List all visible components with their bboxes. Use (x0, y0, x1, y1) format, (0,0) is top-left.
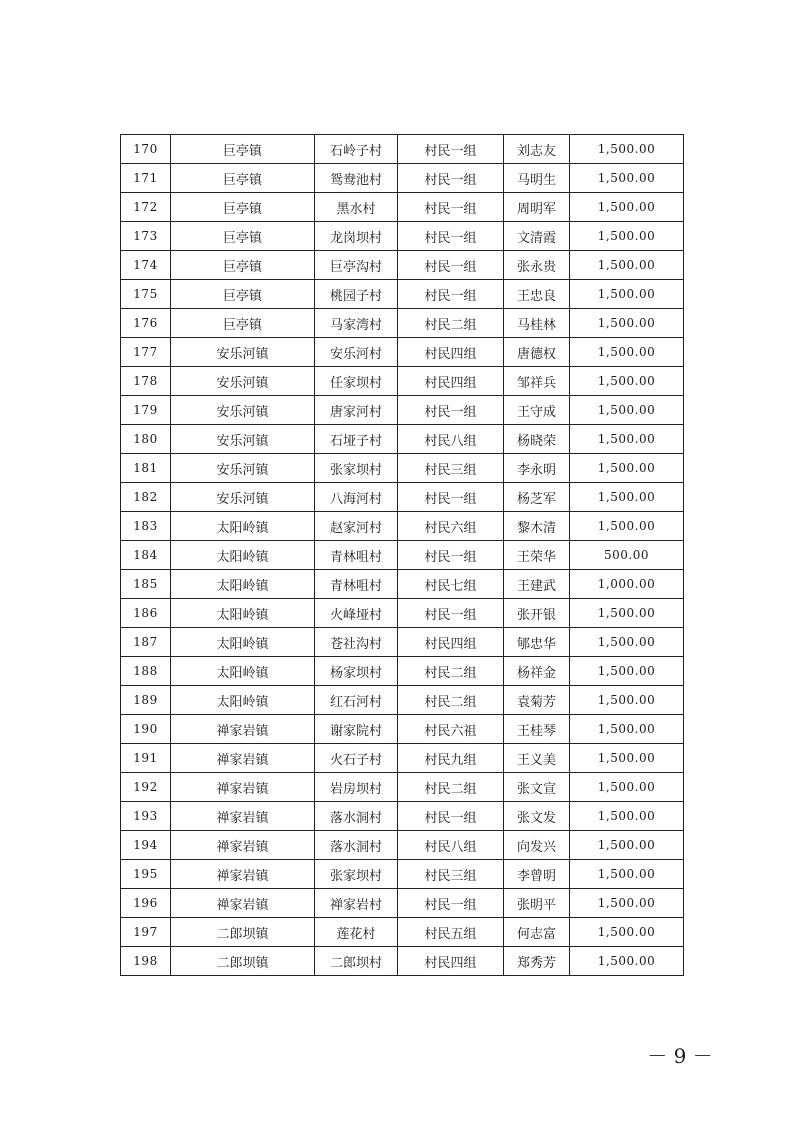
group-cell: 村民八组 (398, 425, 504, 454)
town-cell: 巨亭镇 (171, 164, 315, 193)
person-name-cell: 王义美 (504, 744, 570, 773)
amount-cell: 1,500.00 (570, 367, 684, 396)
town-cell: 禅家岩镇 (171, 773, 315, 802)
group-cell: 村民四组 (398, 338, 504, 367)
village-cell: 黑水村 (315, 193, 398, 222)
group-cell: 村民二组 (398, 309, 504, 338)
person-name-cell: 王荣华 (504, 541, 570, 570)
row-number-cell: 182 (121, 483, 171, 512)
table-row (121, 744, 684, 773)
table-row (121, 657, 684, 686)
town-cell: 巨亭镇 (171, 135, 315, 164)
town-cell: 二郎坝镇 (171, 947, 315, 976)
row-number-cell: 192 (121, 773, 171, 802)
village-cell: 马家湾村 (315, 309, 398, 338)
town-cell: 禅家岩镇 (171, 831, 315, 860)
amount-cell: 1,500.00 (570, 396, 684, 425)
group-cell: 村民七组 (398, 570, 504, 599)
town-cell: 巨亭镇 (171, 251, 315, 280)
group-cell: 村民一组 (398, 222, 504, 251)
village-cell: 八海河村 (315, 483, 398, 512)
town-cell: 禅家岩镇 (171, 889, 315, 918)
person-name-cell: 马桂林 (504, 309, 570, 338)
village-cell: 苍社沟村 (315, 628, 398, 657)
row-number-cell: 185 (121, 570, 171, 599)
group-cell: 村民一组 (398, 483, 504, 512)
table-row (121, 918, 684, 947)
table-row (121, 570, 684, 599)
row-number-cell: 187 (121, 628, 171, 657)
person-name-cell: 杨祥金 (504, 657, 570, 686)
row-number-cell: 175 (121, 280, 171, 309)
amount-cell: 1,500.00 (570, 222, 684, 251)
person-name-cell: 张永贵 (504, 251, 570, 280)
village-cell: 红石河村 (315, 686, 398, 715)
amount-cell: 1,500.00 (570, 454, 684, 483)
row-number-cell: 189 (121, 686, 171, 715)
table-row (121, 628, 684, 657)
person-name-cell: 袁菊芳 (504, 686, 570, 715)
person-name-cell: 王忠良 (504, 280, 570, 309)
row-number-cell: 174 (121, 251, 171, 280)
person-name-cell: 张开银 (504, 599, 570, 628)
table-row (121, 454, 684, 483)
amount-cell: 1,500.00 (570, 251, 684, 280)
person-name-cell: 何志富 (504, 918, 570, 947)
village-cell: 龙岗坝村 (315, 222, 398, 251)
group-cell: 村民一组 (398, 599, 504, 628)
person-name-cell: 马明生 (504, 164, 570, 193)
amount-cell: 1,500.00 (570, 802, 684, 831)
table-row (121, 773, 684, 802)
village-cell: 石垭子村 (315, 425, 398, 454)
row-number-cell: 184 (121, 541, 171, 570)
amount-cell: 1,500.00 (570, 918, 684, 947)
town-cell: 巨亭镇 (171, 309, 315, 338)
town-cell: 安乐河镇 (171, 367, 315, 396)
table-row (121, 135, 684, 164)
amount-cell: 1,500.00 (570, 744, 684, 773)
amount-cell: 1,500.00 (570, 280, 684, 309)
row-number-cell: 170 (121, 135, 171, 164)
amount-cell: 1,500.00 (570, 425, 684, 454)
person-name-cell: 张明平 (504, 889, 570, 918)
village-cell: 二郎坝村 (315, 947, 398, 976)
town-cell: 禅家岩镇 (171, 744, 315, 773)
table-row (121, 425, 684, 454)
group-cell: 村民一组 (398, 251, 504, 280)
roster-body (121, 135, 684, 976)
person-name-cell: 杨芝军 (504, 483, 570, 512)
table-row (121, 280, 684, 309)
group-cell: 村民六组 (398, 512, 504, 541)
table-row (121, 541, 684, 570)
person-name-cell: 周明军 (504, 193, 570, 222)
group-cell: 村民一组 (398, 541, 504, 570)
row-number-cell: 173 (121, 222, 171, 251)
row-number-cell: 198 (121, 947, 171, 976)
village-cell: 桃园子村 (315, 280, 398, 309)
village-cell: 赵家河村 (315, 512, 398, 541)
town-cell: 太阳岭镇 (171, 686, 315, 715)
town-cell: 安乐河镇 (171, 425, 315, 454)
table-row (121, 367, 684, 396)
person-name-cell: 张文发 (504, 802, 570, 831)
town-cell: 巨亭镇 (171, 280, 315, 309)
row-number-cell: 181 (121, 454, 171, 483)
group-cell: 村民八组 (398, 831, 504, 860)
group-cell: 村民二组 (398, 773, 504, 802)
row-number-cell: 188 (121, 657, 171, 686)
village-cell: 落水洞村 (315, 802, 398, 831)
town-cell: 巨亭镇 (171, 193, 315, 222)
group-cell: 村民一组 (398, 164, 504, 193)
village-cell: 杨家坝村 (315, 657, 398, 686)
person-name-cell: 刘志友 (504, 135, 570, 164)
table-row (121, 512, 684, 541)
amount-cell: 1,500.00 (570, 193, 684, 222)
table-row (121, 802, 684, 831)
row-number-cell: 193 (121, 802, 171, 831)
row-number-cell: 183 (121, 512, 171, 541)
group-cell: 村民一组 (398, 396, 504, 425)
group-cell: 村民一组 (398, 135, 504, 164)
group-cell: 村民二组 (398, 657, 504, 686)
town-cell: 太阳岭镇 (171, 570, 315, 599)
village-cell: 落水洞村 (315, 831, 398, 860)
village-cell: 禅家岩村 (315, 889, 398, 918)
person-name-cell: 王建武 (504, 570, 570, 599)
table-row (121, 251, 684, 280)
table-row (121, 309, 684, 338)
amount-cell: 1,500.00 (570, 773, 684, 802)
person-name-cell: 李曾明 (504, 860, 570, 889)
town-cell: 禅家岩镇 (171, 715, 315, 744)
group-cell: 村民九组 (398, 744, 504, 773)
village-cell: 谢家院村 (315, 715, 398, 744)
row-number-cell: 177 (121, 338, 171, 367)
town-cell: 太阳岭镇 (171, 657, 315, 686)
group-cell: 村民二组 (398, 686, 504, 715)
town-cell: 太阳岭镇 (171, 512, 315, 541)
group-cell: 村民四组 (398, 367, 504, 396)
row-number-cell: 186 (121, 599, 171, 628)
village-cell: 鸳鸯池村 (315, 164, 398, 193)
town-cell: 安乐河镇 (171, 338, 315, 367)
amount-cell: 1,500.00 (570, 686, 684, 715)
table-row (121, 338, 684, 367)
group-cell: 村民一组 (398, 193, 504, 222)
village-cell: 安乐河村 (315, 338, 398, 367)
amount-cell: 1,500.00 (570, 947, 684, 976)
village-cell: 张家坝村 (315, 860, 398, 889)
amount-cell: 1,500.00 (570, 628, 684, 657)
row-number-cell: 195 (121, 860, 171, 889)
amount-cell: 1,500.00 (570, 889, 684, 918)
village-cell: 石岭子村 (315, 135, 398, 164)
table-row (121, 889, 684, 918)
group-cell: 村民四组 (398, 628, 504, 657)
group-cell: 村民一组 (398, 280, 504, 309)
person-name-cell: 文清霞 (504, 222, 570, 251)
town-cell: 二郎坝镇 (171, 918, 315, 947)
row-number-cell: 180 (121, 425, 171, 454)
person-name-cell: 邹祥兵 (504, 367, 570, 396)
amount-cell: 500.00 (570, 541, 684, 570)
town-cell: 太阳岭镇 (171, 541, 315, 570)
person-name-cell: 张文宣 (504, 773, 570, 802)
village-cell: 火石子村 (315, 744, 398, 773)
person-name-cell: 黎木清 (504, 512, 570, 541)
row-number-cell: 196 (121, 889, 171, 918)
town-cell: 太阳岭镇 (171, 599, 315, 628)
amount-cell: 1,500.00 (570, 164, 684, 193)
village-cell: 巨亭沟村 (315, 251, 398, 280)
person-name-cell: 唐德权 (504, 338, 570, 367)
group-cell: 村民一组 (398, 889, 504, 918)
person-name-cell: 郑秀芳 (504, 947, 570, 976)
amount-cell: 1,500.00 (570, 483, 684, 512)
roster-table (120, 134, 684, 976)
group-cell: 村民三组 (398, 454, 504, 483)
town-cell: 安乐河镇 (171, 483, 315, 512)
village-cell: 岩房坝村 (315, 773, 398, 802)
village-cell: 莲花村 (315, 918, 398, 947)
row-number-cell: 176 (121, 309, 171, 338)
person-name-cell: 郇忠华 (504, 628, 570, 657)
group-cell: 村民六祖 (398, 715, 504, 744)
town-cell: 太阳岭镇 (171, 628, 315, 657)
page-number: － 9 － (647, 1044, 713, 1068)
village-cell: 张家坝村 (315, 454, 398, 483)
amount-cell: 1,500.00 (570, 135, 684, 164)
village-cell: 唐家河村 (315, 396, 398, 425)
row-number-cell: 194 (121, 831, 171, 860)
table-row (121, 831, 684, 860)
person-name-cell: 杨晓荣 (504, 425, 570, 454)
amount-cell: 1,500.00 (570, 512, 684, 541)
table-row (121, 715, 684, 744)
row-number-cell: 190 (121, 715, 171, 744)
amount-cell: 1,500.00 (570, 831, 684, 860)
village-cell: 任家坝村 (315, 367, 398, 396)
amount-cell: 1,000.00 (570, 570, 684, 599)
amount-cell: 1,500.00 (570, 338, 684, 367)
town-cell: 禅家岩镇 (171, 802, 315, 831)
town-cell: 禅家岩镇 (171, 860, 315, 889)
amount-cell: 1,500.00 (570, 599, 684, 628)
table-row (121, 860, 684, 889)
village-cell: 青林咀村 (315, 541, 398, 570)
group-cell: 村民三组 (398, 860, 504, 889)
row-number-cell: 178 (121, 367, 171, 396)
table-row (121, 396, 684, 425)
amount-cell: 1,500.00 (570, 715, 684, 744)
person-name-cell: 向发兴 (504, 831, 570, 860)
table-row (121, 599, 684, 628)
group-cell: 村民四组 (398, 947, 504, 976)
row-number-cell: 197 (121, 918, 171, 947)
village-cell: 青林咀村 (315, 570, 398, 599)
row-number-cell: 191 (121, 744, 171, 773)
table-row (121, 947, 684, 976)
row-number-cell: 171 (121, 164, 171, 193)
group-cell: 村民五组 (398, 918, 504, 947)
group-cell: 村民一组 (398, 802, 504, 831)
amount-cell: 1,500.00 (570, 860, 684, 889)
table-row (121, 222, 684, 251)
town-cell: 安乐河镇 (171, 454, 315, 483)
amount-cell: 1,500.00 (570, 309, 684, 338)
table-row (121, 164, 684, 193)
person-name-cell: 王守成 (504, 396, 570, 425)
person-name-cell: 王桂琴 (504, 715, 570, 744)
person-name-cell: 李永明 (504, 454, 570, 483)
village-cell: 火峰垭村 (315, 599, 398, 628)
town-cell: 巨亭镇 (171, 222, 315, 251)
row-number-cell: 172 (121, 193, 171, 222)
table-row (121, 193, 684, 222)
amount-cell: 1,500.00 (570, 657, 684, 686)
town-cell: 安乐河镇 (171, 396, 315, 425)
table-row (121, 483, 684, 512)
table-row (121, 686, 684, 715)
row-number-cell: 179 (121, 396, 171, 425)
